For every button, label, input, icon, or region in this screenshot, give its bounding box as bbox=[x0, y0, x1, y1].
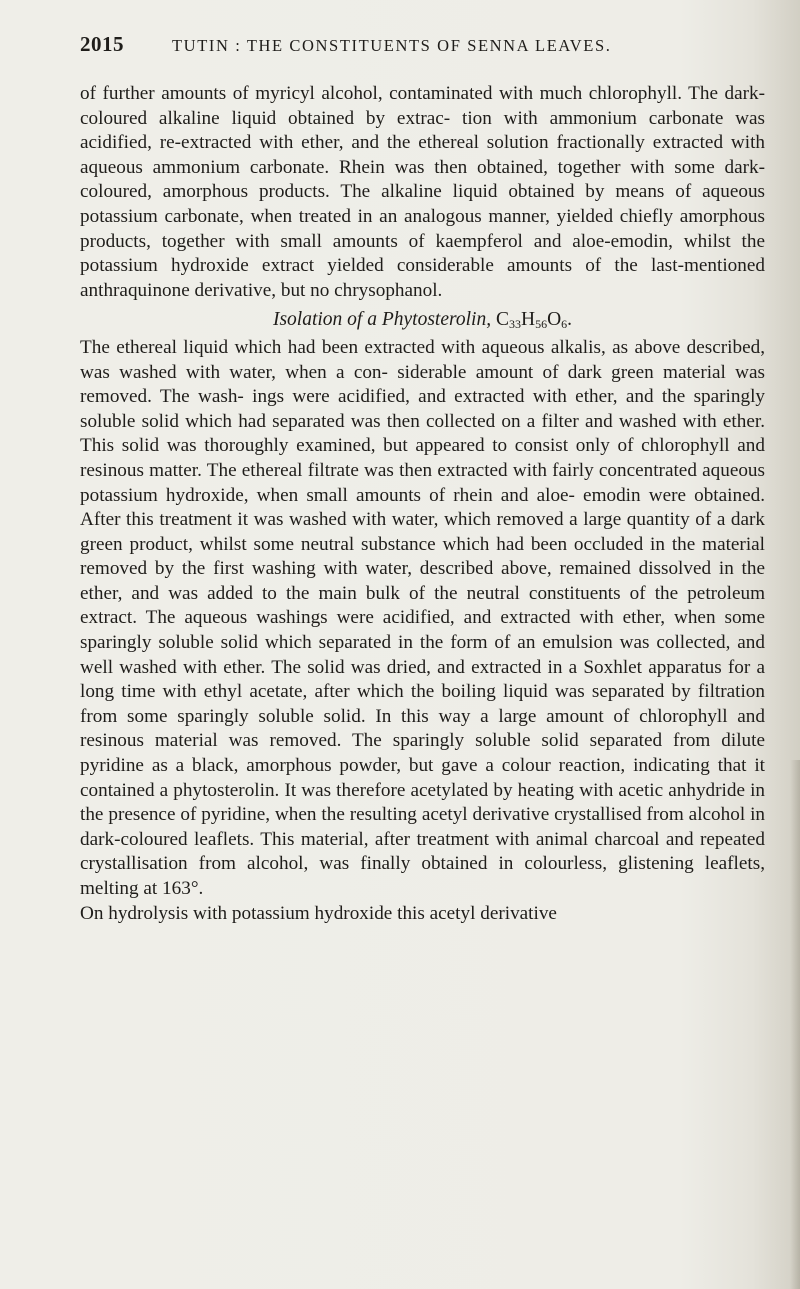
formula-carbon-count: 33 bbox=[508, 317, 521, 332]
formula-hydrogen-count: 56 bbox=[535, 317, 548, 332]
running-head: TUTIN : THE CONSTITUENTS OF SENNA LEAVES. bbox=[172, 36, 612, 55]
page-edge-shadow bbox=[790, 760, 800, 1289]
paragraph-2: The ethereal liquid which had been extracted with aqueous alkalis, as above described, was washed with water, when a con- siderable amount of dark green material was removed. The wash- ings were acidified, and extracted with ether, and the sparingly soluble solid which had separated was then collected on a filter and washed with ether. This solid was thoroughly examined, but appeared to consist only of chlorophyll and resinous matter. The ethereal filtrate was then extracted with fairly concentrated aqueous potassium hydroxide, when small amounts of rhein and aloe- emodin were obtained. After this treatment it was washed with water, which removed a large quantity of a dark green product, whilst some neutral substance which had been occluded in the material removed by the first washing with water, described above, remained dissolved in the ether, and was added to the main bulk of the neutral constituents of the petroleum extract. The aqueous washings were acidified, and extracted with ether, when some sparingly soluble solid which separated in the form of an emulsion was collected, and well washed with ether. The solid was dried, and extracted in a Soxhlet apparatus for a long time with ethyl acetate, after which the boiling liquid was separated by filtration from some sparingly soluble solid. In this way a large amount of chlorophyll and resinous material was removed. The sparingly soluble solid separated from dilute pyridine as a black, amorphous powder, but gave a colour reaction, indicating that it contained a phytosterolin. It was therefore acetylated by heating with acetic anhydride in the presence of pyridine, when the resulting acetyl derivative crystallised from alcohol in dark-coloured leaflets. This material, after treatment with animal charcoal and repeated crystallisation from alcohol, was finally obtained in colourless, glistening leaflets, melting at 163°. bbox=[80, 336, 765, 899]
page-number: 2015 bbox=[80, 32, 124, 56]
page-header bbox=[80, 30, 770, 60]
formula-end: . bbox=[567, 309, 573, 331]
formula-oxygen-count: 6 bbox=[561, 317, 568, 332]
formula-oxygen: O bbox=[547, 309, 562, 331]
chemical-formula bbox=[496, 309, 572, 330]
section-heading-title: Isolation of a Phytosterolin, bbox=[272, 309, 492, 331]
body-text bbox=[80, 82, 765, 926]
paragraph-3: On hydrolysis with potassium hydroxide this acetyl derivative bbox=[80, 902, 557, 924]
paragraph-1: of further amounts of myricyl alcohol, contaminated with much chlorophyll. The dark-coloured alkaline liquid obtained by extrac- tion with ammonium carbonate was acidified, re-extracted with ether, and the ethereal solution fractionally extracted with aqueous ammonium carbonate. Rhein was then obtained, together with some dark-coloured, amorphous products. The alkaline liquid obtained by means of aqueous potassium carbonate, when treated in an analogous manner, yielded chiefly amorphous products, together with small amounts of kaempferol and aloe-emodin, whilst the potassium hydroxide extract yielded considerable amounts of the last-mentioned anthraquinone derivative, but no chrysophanol. bbox=[80, 83, 765, 301]
formula-hydrogen: H bbox=[520, 309, 536, 331]
formula-carbon: C bbox=[495, 309, 509, 331]
section-heading bbox=[80, 303, 765, 335]
